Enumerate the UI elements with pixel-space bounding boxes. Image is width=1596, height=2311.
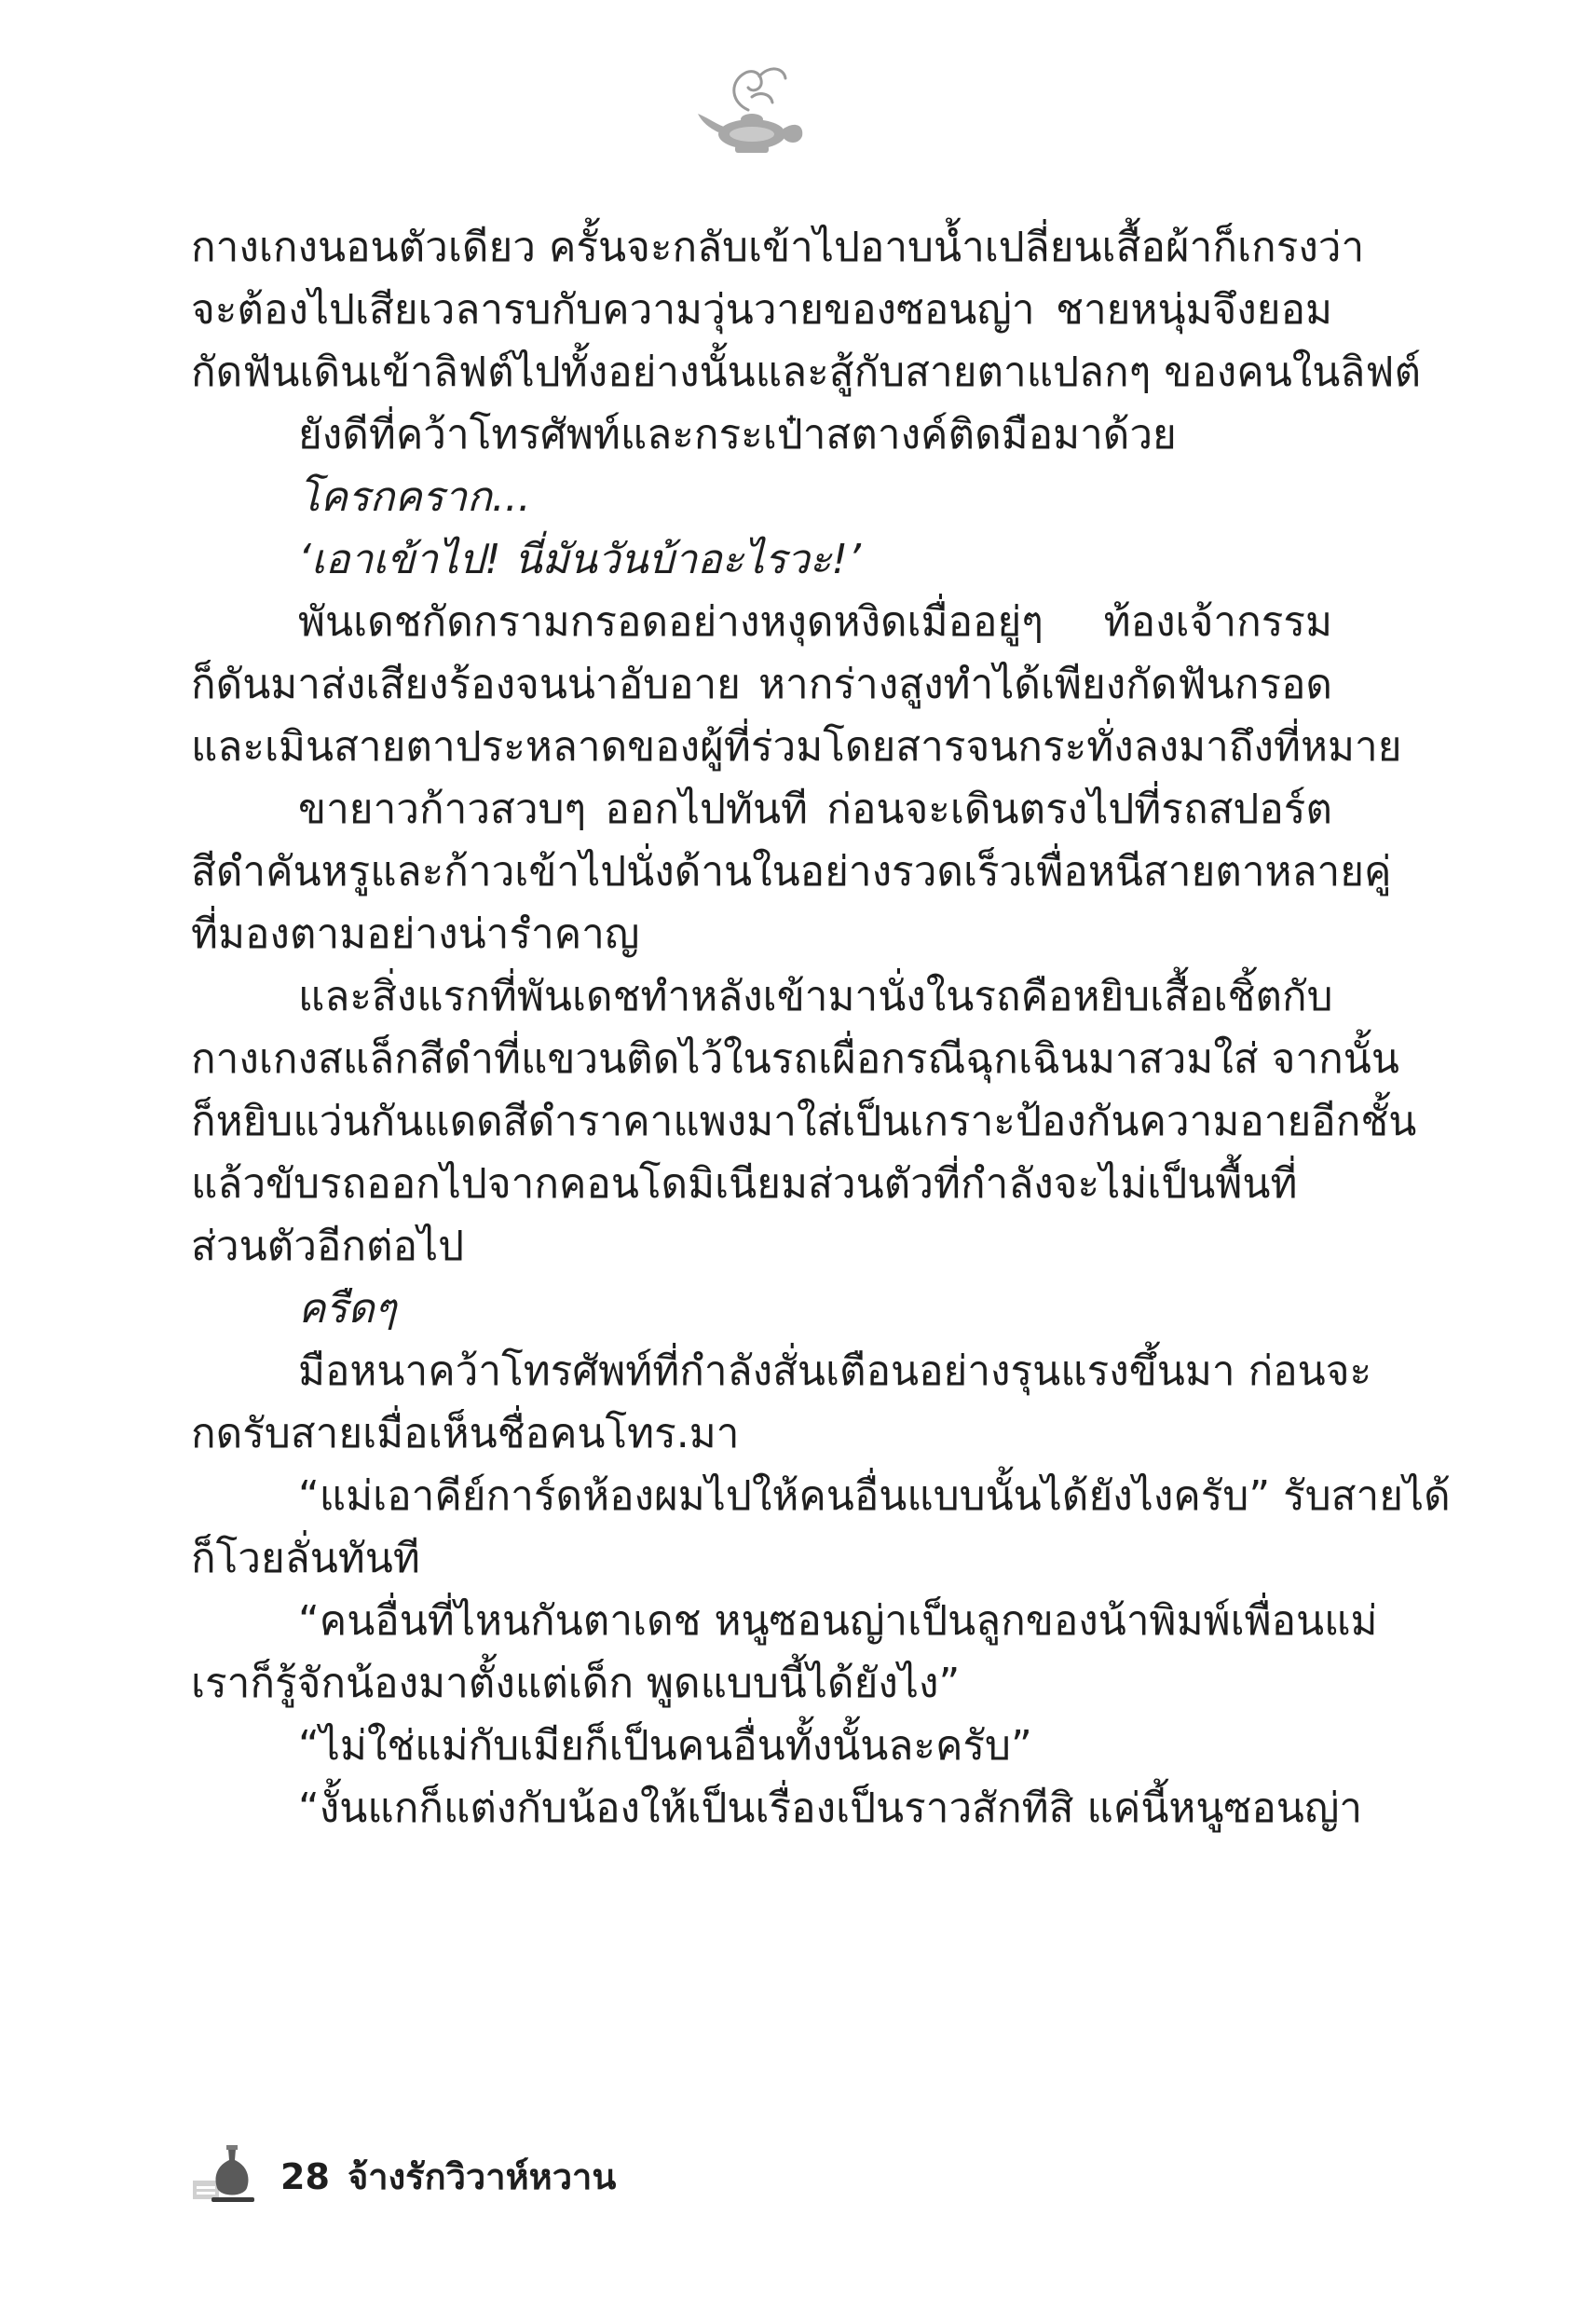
text-line: พันเดชกัดกรามกรอดอย่างหงุดหงิดเมื่ออยู่ๆ ท้องเจ้ากรรม (298, 598, 1332, 646)
text-line: ส่วนตัวอีกต่อไป (191, 1223, 465, 1270)
text-line: ครืดๆ (298, 1285, 397, 1333)
body-text (191, 216, 1451, 1839)
text-line: ที่มองตามอย่างน่ารำคาญ (191, 910, 640, 958)
text-line: แล้วขับรถออกไปจากคอนโดมิเนียมส่วนตัวที่กำลังจะไม่เป็นพื้นที่ (191, 1160, 1298, 1208)
text-line: ก็ดันมาส่งเสียงร้องจนน่าอับอาย หากร่างสูงทำได้เพียงกัดฟันกรอด (191, 661, 1332, 708)
text-line: ขายาวก้าวสวบๆ ออกไปทันที ก่อนจะเดินตรงไปที่รถสปอร์ต (298, 786, 1332, 833)
bottle-icon (191, 2145, 256, 2203)
text-line: ก็โวยลั่นทันที (191, 1535, 420, 1582)
text-line: สีดำคันหรูและก้าวเข้าไปนั่งด้านในอย่างรวดเร็วเพื่อหนีสายตาหลายคู่ (191, 848, 1392, 896)
text-line: “แม่เอาคีย์การ์ดห้องผมไปให้คนอื่นแบบนั้นได้ยังไงครับ” รับสายได้ (298, 1472, 1451, 1520)
text-line: เราก็รู้จักน้องมาตั้งแต่เด็ก พูดแบบนี้ได้ยังไง” (191, 1660, 961, 1707)
text-line: และเมินสายตาประหลาดของผู้ที่ร่วมโดยสารจนกระทั่งลงมาถึงที่หมาย (191, 723, 1402, 771)
text-line: “คนอื่นที่ไหนกันตาเดช หนูซอนญ่าเป็นลูกของน้าพิมพ์เพื่อนแม่ (298, 1597, 1378, 1645)
book-title: จ้างรักวิวาห์หวาน (348, 2156, 617, 2197)
genie-lamp-icon (694, 56, 815, 168)
page-footer (191, 2143, 936, 2218)
text-line: ก็หยิบแว่นกันแดดสีดำราคาแพงมาใส่เป็นเกราะป้องกันความอายอีกชั้น (191, 1098, 1417, 1145)
text-line: โครกคราก... (298, 473, 531, 521)
text-line: มือหนาคว้าโทรศัพท์ที่กำลังสั่นเตือนอย่างรุนแรงขึ้นมา ก่อนจะ (298, 1347, 1372, 1395)
text-line: และสิ่งแรกที่พันเดชทำหลังเข้ามานั่งในรถคือหยิบเสื้อเชิ้ตกับ (298, 973, 1333, 1020)
text-line: กางเกงนอนตัวเดียว ครั้นจะกลับเข้าไปอาบน้ำเปลี่ยนเสื้อผ้าก็เกรงว่า (191, 224, 1365, 271)
text-line: กดรับสายเมื่อเห็นชื่อคนโทร.มา (191, 1410, 740, 1457)
text-line: จะต้องไปเสียเวลารบกับความวุ่นวายของซอนญ่า ชายหนุ่มจึงยอม (191, 286, 1332, 334)
text-line: “ไม่ใช่แม่กับเมียก็เป็นคนอื่นทั้งนั้นละครับ” (298, 1722, 1032, 1770)
text-line: ยังดีที่คว้าโทรศัพท์และกระเป๋าสตางค์ติดมือมาด้วย (298, 411, 1177, 458)
text-line: “งั้นแกก็แต่งกับน้องให้เป็นเรื่องเป็นราวสักทีสิ แค่นี้หนูซอนญ่า (298, 1785, 1363, 1832)
page-number: 28 (280, 2156, 330, 2197)
text-line: กางเกงสแล็กสีดำที่แขวนติดไว้ในรถเผื่อกรณีฉุกเฉินมาสวมใส่ จากนั้น (191, 1035, 1399, 1083)
text-line: กัดฟันเดินเข้าลิฟต์ไปทั้งอย่างนั้นและสู้กับสายตาแปลกๆ ของคนในลิฟต์ (191, 349, 1422, 396)
text-line: ‘เอาเข้าไป! นี่มันวันบ้าอะไรวะ!’ (298, 536, 862, 583)
